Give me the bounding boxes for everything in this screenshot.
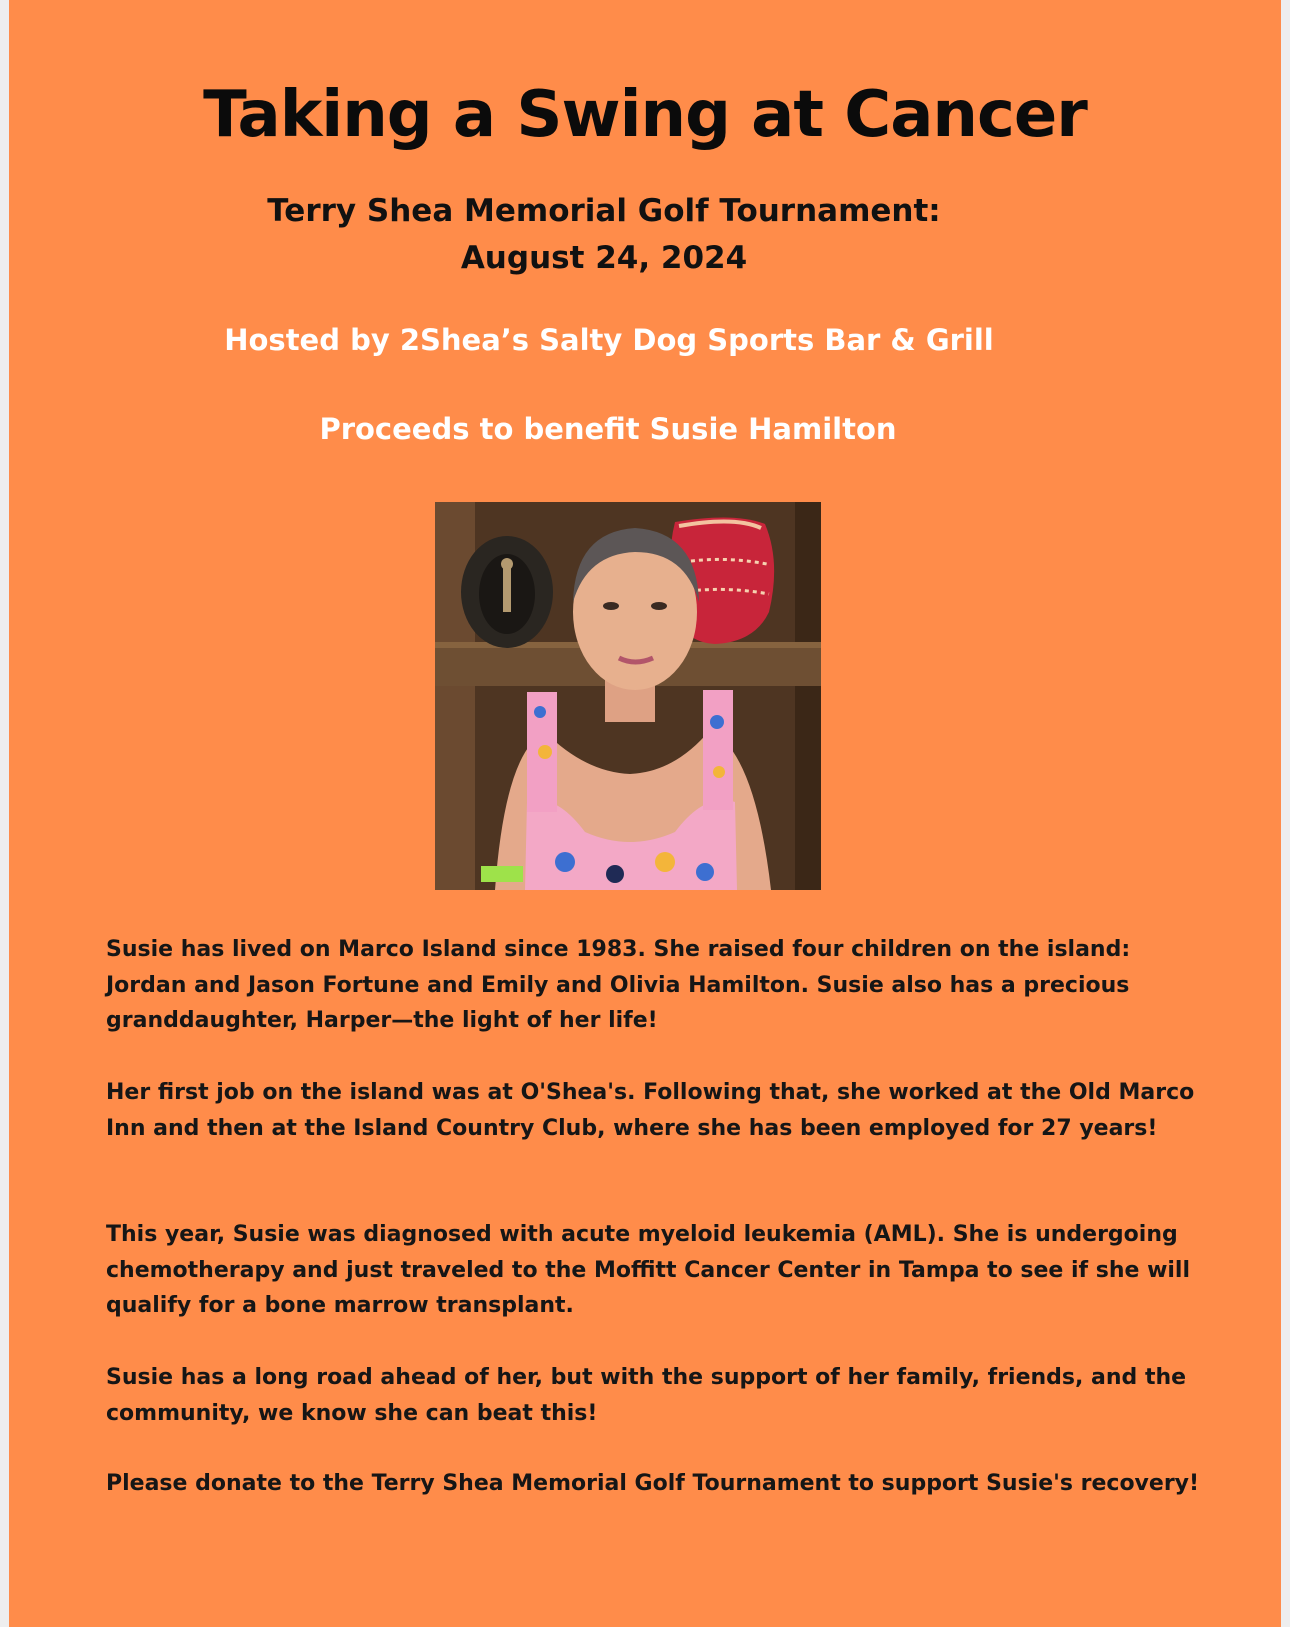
- event-date: August 24, 2024: [460, 240, 748, 276]
- portrait-photo: [435, 502, 821, 890]
- event-name: Terry Shea Memorial Golf Tournament:: [267, 193, 941, 229]
- story-paragraph-2: Her first job on the island was at O'Shea's. Following that, she worked at the Old Marco Inn and then at the Island Country Club, where she has been employed for 27 years!: [106, 1080, 1195, 1141]
- flyer-page: [9, 0, 1281, 1627]
- story-paragraph-4: Susie has a long road ahead of her, but with the support of her family, friends, and the community, we know she can beat this!: [106, 1365, 1187, 1426]
- donation-call-to-action: Please donate to the Terry Shea Memorial Golf Tournament to support Susie's recovery!: [106, 1471, 1200, 1496]
- flyer-title: Taking a Swing at Cancer: [203, 78, 1087, 152]
- host-line: Hosted by 2Shea’s Salty Dog Sports Bar & Grill: [224, 323, 994, 357]
- beneficiary-line: Proceeds to benefit Susie Hamilton: [319, 412, 897, 446]
- story-paragraph-1: Susie has lived on Marco Island since 1983. She raised four children on the island: Jordan and Jason Fortune and Emily and Olivia Hamilton. Susie also has a precious granddaughter, Harper—the light of her life!: [106, 937, 1131, 1033]
- story-paragraph-3: This year, Susie was diagnosed with acute myeloid leukemia (AML). She is undergoing chemotherapy and just traveled to the Moffitt Cancer Center in Tampa to see if she will qualify for a bone marrow transplant.: [106, 1222, 1191, 1318]
